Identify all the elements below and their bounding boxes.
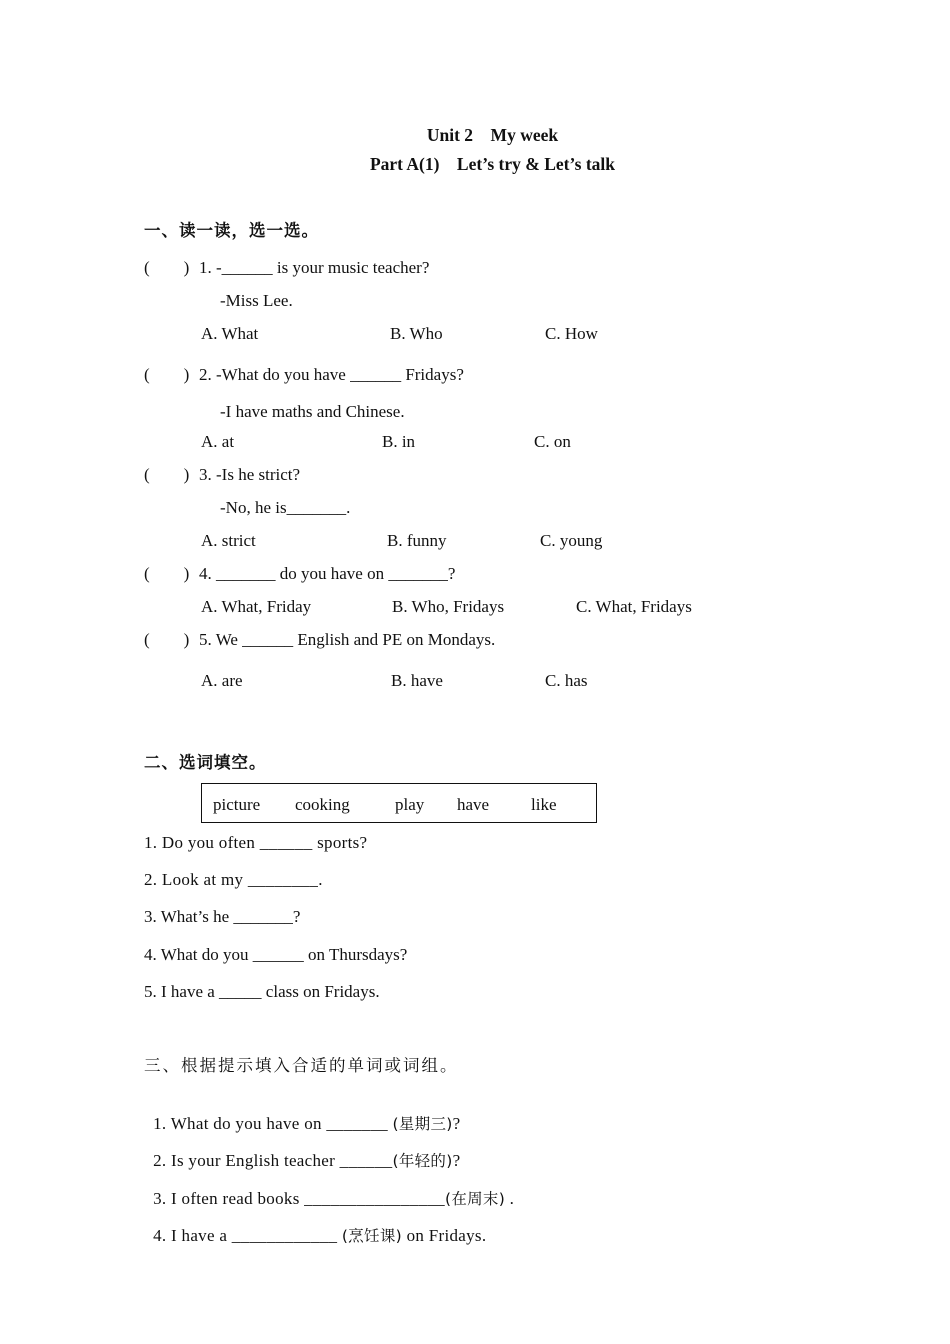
option-a[interactable]: A. What: [201, 324, 259, 343]
option-c[interactable]: C. on: [534, 432, 571, 451]
section-heading-hint-fill: 三、根据提示填入合适的单词或词组。: [144, 1056, 459, 1075]
section-heading-read-choose: 一、读一读，选一选。: [144, 221, 319, 240]
option-b[interactable]: B. funny: [387, 531, 447, 550]
question-answer-line: -Miss Lee.: [220, 291, 293, 310]
hint-item-text: 4. I have a ____________: [153, 1226, 342, 1245]
option-c[interactable]: C. has: [545, 671, 588, 690]
word-bank-box: [201, 783, 597, 823]
question-stem: 4. _______ do you have on _______?: [199, 564, 456, 583]
answer-bracket[interactable]: ( ): [144, 365, 190, 384]
option-b[interactable]: B. have: [391, 671, 443, 690]
option-c[interactable]: C. How: [545, 324, 598, 343]
question-answer-line: -No, he is_______.: [220, 498, 351, 517]
hint-item[interactable]: [144, 1169, 514, 1209]
hint-item-tail: on Fridays.: [402, 1226, 487, 1245]
fill-item[interactable]: 1. Do you often ______ sports?: [144, 833, 368, 852]
answer-bracket[interactable]: ( ): [144, 630, 190, 649]
hint-item[interactable]: [144, 1206, 486, 1246]
fill-item[interactable]: 3. What’s he _______?: [144, 907, 301, 926]
answer-bracket[interactable]: ( ): [144, 564, 190, 583]
option-b[interactable]: B. in: [382, 432, 416, 451]
fill-item[interactable]: 5. I have a _____ class on Fridays.: [144, 982, 380, 1001]
question-answer-line: -I have maths and Chinese.: [220, 402, 405, 421]
fill-item[interactable]: 4. What do you ______ on Thursdays?: [144, 945, 408, 964]
hint-item[interactable]: [144, 1131, 460, 1171]
part-title: Part A(1) Let’s try & Let’s talk: [369, 154, 616, 174]
hint-item-text: 3. I often read books ________________: [153, 1189, 445, 1208]
section-heading-fill-words: 二、选词填空。: [144, 753, 267, 772]
hint-item-tail: ?: [452, 1151, 461, 1170]
hint-item-clue: (在周末): [444, 1190, 506, 1208]
hint-item-text: 2. Is your English teacher ______: [153, 1151, 393, 1170]
hint-item-clue: (年轻的): [392, 1152, 453, 1170]
option-a[interactable]: A. are: [201, 671, 243, 690]
word-bank-item: picture: [213, 795, 261, 814]
option-b[interactable]: B. Who: [390, 324, 443, 343]
option-c[interactable]: C. young: [540, 531, 603, 550]
word-bank-item: have: [457, 795, 490, 814]
answer-bracket[interactable]: ( ): [144, 258, 190, 277]
question-stem: 3. -Is he strict?: [199, 465, 301, 484]
word-bank-item: play: [395, 795, 425, 814]
hint-item-tail: .: [505, 1189, 515, 1208]
option-b[interactable]: B. Who, Fridays: [392, 597, 505, 616]
option-c[interactable]: C. What, Fridays: [576, 597, 692, 616]
word-bank-item: cooking: [295, 795, 350, 814]
fill-item[interactable]: 2. Look at my ________.: [144, 870, 323, 889]
question-stem: 2. -What do you have ______ Fridays?: [199, 365, 464, 384]
unit-title: Unit 2 My week: [426, 125, 559, 145]
answer-bracket[interactable]: ( ): [144, 465, 190, 484]
hint-item-tail: ?: [452, 1114, 461, 1133]
hint-item[interactable]: [144, 1094, 460, 1134]
option-a[interactable]: A. at: [201, 432, 235, 451]
option-a[interactable]: A. What, Friday: [201, 597, 312, 616]
question-stem: 5. We ______ English and PE on Mondays.: [199, 630, 496, 649]
hint-item-text: 1. What do you have on _______: [153, 1114, 393, 1133]
question-stem: 1. -______ is your music teacher?: [199, 258, 430, 277]
hint-item-clue: (烹饪课): [341, 1227, 403, 1245]
option-a[interactable]: A. strict: [201, 531, 256, 550]
word-bank-item: like: [531, 795, 557, 814]
hint-item-clue: (星期三): [392, 1115, 453, 1133]
